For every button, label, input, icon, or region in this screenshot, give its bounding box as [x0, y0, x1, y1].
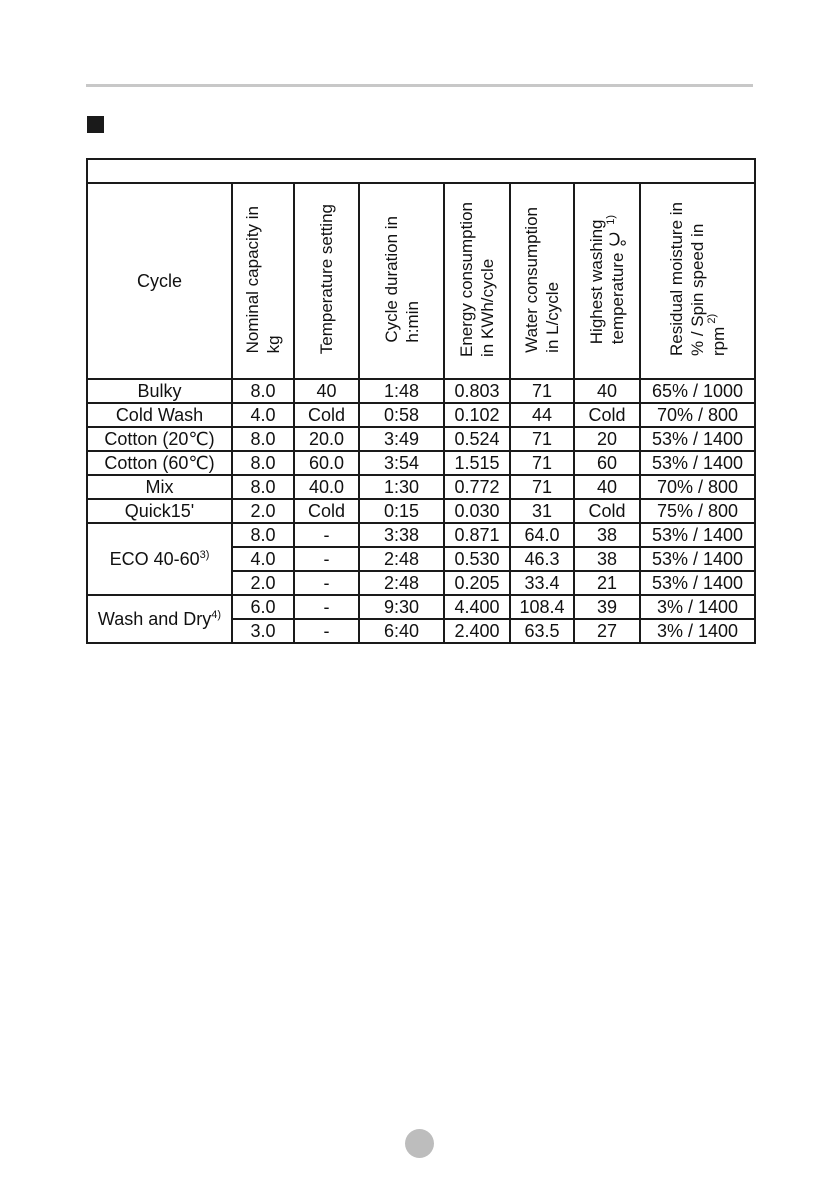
cycle-name-cell: Cotton (60℃)	[87, 451, 232, 475]
energy-cell: 1.515	[444, 451, 510, 475]
residual-cell: 53% / 1400	[640, 547, 755, 571]
duration-cell: 3:38	[359, 523, 444, 547]
energy-cell: 0.772	[444, 475, 510, 499]
highest-temp-cell: 40	[574, 475, 640, 499]
duration-cell: 0:15	[359, 499, 444, 523]
duration-cell: 0:58	[359, 403, 444, 427]
cycle-name-cell: Mix	[87, 475, 232, 499]
cycle-name-cell: Cotton (20℃)	[87, 427, 232, 451]
energy-cell: 0.205	[444, 571, 510, 595]
table-header-row	[87, 183, 755, 379]
residual-cell: 3% / 1400	[640, 619, 755, 643]
page-number-dot	[405, 1129, 434, 1158]
capacity-cell: 2.0	[232, 499, 294, 523]
programme-data-table	[86, 158, 756, 644]
capacity-cell: 4.0	[232, 403, 294, 427]
temperature-cell: 40.0	[294, 475, 359, 499]
energy-cell: 0.102	[444, 403, 510, 427]
temperature-cell: -	[294, 523, 359, 547]
water-cell: 46.3	[510, 547, 574, 571]
water-cell: 71	[510, 427, 574, 451]
header-capacity	[232, 183, 294, 379]
duration-cell: 1:30	[359, 475, 444, 499]
cycle-name-cell: ECO 40-60$^{3)}$	[87, 523, 232, 595]
water-cell: 33.4	[510, 571, 574, 595]
capacity-cell: 8.0	[232, 379, 294, 403]
residual-cell: 65% / 1000	[640, 379, 755, 403]
residual-cell: 75% / 800	[640, 499, 755, 523]
cycle-name-cell: Wash and Dry$^{4)}$	[87, 595, 232, 643]
header-residual-label: Residual moisture in % / Spin speed in rpm $^{2)}$	[667, 202, 728, 357]
header-duration	[359, 183, 444, 379]
header-residual	[640, 183, 755, 379]
header-temperature	[294, 183, 359, 379]
table-row	[87, 451, 755, 475]
capacity-cell: 8.0	[232, 451, 294, 475]
duration-cell: 1:48	[359, 379, 444, 403]
energy-cell: 4.400	[444, 595, 510, 619]
capacity-cell: 8.0	[232, 427, 294, 451]
residual-cell: 53% / 1400	[640, 571, 755, 595]
highest-temp-cell: Cold	[574, 499, 640, 523]
table-row	[87, 427, 755, 451]
temperature-cell: -	[294, 619, 359, 643]
water-cell: 64.0	[510, 523, 574, 547]
duration-cell: 3:49	[359, 427, 444, 451]
water-cell: 108.4	[510, 595, 574, 619]
energy-cell: 0.530	[444, 547, 510, 571]
header-capacity-label: Nominal capacity in kg	[243, 205, 283, 354]
temperature-cell: -	[294, 547, 359, 571]
residual-cell: 3% / 1400	[640, 595, 755, 619]
capacity-cell: 8.0	[232, 523, 294, 547]
residual-cell: 70% / 800	[640, 403, 755, 427]
water-cell: 31	[510, 499, 574, 523]
section-bullet-icon	[87, 116, 104, 133]
header-energy-label: Energy consumption in KWh/cycle	[457, 202, 497, 357]
highest-temp-cell: Cold	[574, 403, 640, 427]
highest-temp-cell: 27	[574, 619, 640, 643]
capacity-cell: 8.0	[232, 475, 294, 499]
table-caption-cell	[87, 159, 755, 183]
table-row	[87, 499, 755, 523]
table-row	[87, 379, 755, 403]
duration-cell: 6:40	[359, 619, 444, 643]
water-cell: 44	[510, 403, 574, 427]
capacity-cell: 4.0	[232, 547, 294, 571]
cycle-name-cell: Bulky	[87, 379, 232, 403]
top-divider	[86, 84, 753, 87]
cycle-name-cell: Quick15'	[87, 499, 232, 523]
duration-cell: 2:48	[359, 571, 444, 595]
energy-cell: 2.400	[444, 619, 510, 643]
water-cell: 71	[510, 379, 574, 403]
water-cell: 71	[510, 475, 574, 499]
residual-cell: 53% / 1400	[640, 451, 755, 475]
residual-cell: 53% / 1400	[640, 523, 755, 547]
duration-cell: 9:30	[359, 595, 444, 619]
water-cell: 71	[510, 451, 574, 475]
temperature-cell: -	[294, 595, 359, 619]
capacity-cell: 3.0	[232, 619, 294, 643]
highest-temp-cell: 20	[574, 427, 640, 451]
table-row	[87, 595, 755, 619]
temperature-cell: -	[294, 571, 359, 595]
duration-cell: 3:54	[359, 451, 444, 475]
header-water-label: Water consumption in L/cycle	[522, 206, 562, 353]
energy-cell: 0.871	[444, 523, 510, 547]
highest-temp-cell: 39	[574, 595, 640, 619]
energy-cell: 0.030	[444, 499, 510, 523]
residual-cell: 70% / 800	[640, 475, 755, 499]
highest-temp-cell: 40	[574, 379, 640, 403]
temperature-cell: 60.0	[294, 451, 359, 475]
temperature-cell: Cold	[294, 403, 359, 427]
table-row	[87, 403, 755, 427]
temperature-cell: Cold	[294, 499, 359, 523]
capacity-cell: 6.0	[232, 595, 294, 619]
cycle-name-cell: Cold Wash	[87, 403, 232, 427]
water-cell: 63.5	[510, 619, 574, 643]
capacity-cell: 2.0	[232, 571, 294, 595]
header-highest-temp	[574, 183, 640, 379]
highest-temp-cell: 60	[574, 451, 640, 475]
header-duration-label: Cycle duration in h:min	[381, 216, 422, 343]
header-temperature-label: Temperature setting	[317, 204, 336, 355]
table-row	[87, 523, 755, 547]
residual-cell: 53% / 1400	[640, 427, 755, 451]
energy-cell: 0.803	[444, 379, 510, 403]
header-highest-temp-label: Highest washing temperature ℃ $^{1)}$	[587, 214, 627, 345]
table-caption-row	[87, 159, 755, 183]
temperature-cell: 20.0	[294, 427, 359, 451]
duration-cell: 2:48	[359, 547, 444, 571]
table-row	[87, 475, 755, 499]
highest-temp-cell: 38	[574, 523, 640, 547]
header-cycle: Cycle	[87, 183, 232, 379]
highest-temp-cell: 21	[574, 571, 640, 595]
energy-cell: 0.524	[444, 427, 510, 451]
header-water	[510, 183, 574, 379]
highest-temp-cell: 38	[574, 547, 640, 571]
temperature-cell: 40	[294, 379, 359, 403]
header-energy	[444, 183, 510, 379]
